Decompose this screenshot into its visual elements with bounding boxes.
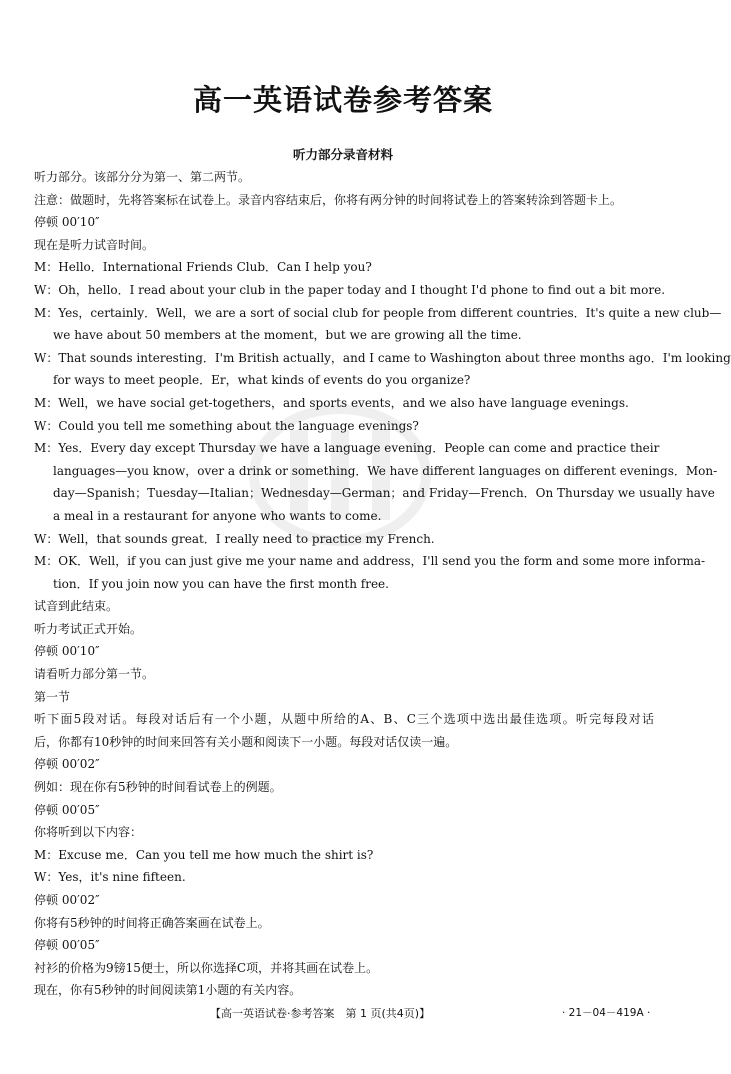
text-line: 停顿 00′02″: [34, 893, 100, 907]
text-line: we have about 50 members at the moment，but we are growing all the time.: [53, 328, 522, 343]
text-line: 现在，你有5秒钟的时间阅读第1小题的有关内容。: [34, 983, 302, 998]
text-line: 听力考试正式开始。: [34, 621, 143, 636]
text-line: W：That sounds interesting．I'm British actually，and I came to Washington about three months ago．I'm looking: [34, 350, 731, 365]
text-line: 试音到此结束。: [34, 599, 119, 614]
text-line: W：Yes，it's nine fifteen.: [34, 870, 186, 885]
text-line: 后，你都有10秒钟的时间来回答有关小题和阅读下一小题。每段对话仅读一遍。: [34, 734, 458, 749]
text-line: M：Yes，certainly．Well，we are a sort of social club for people from different countries．It's quite a new club—: [34, 305, 722, 320]
text-line: W：Oh，hello．I read about your club in the paper today and I thought I'd phone to find out a bit more.: [34, 282, 666, 297]
footer-page-label: 【高一英语试卷·参考答案 第 1 页(共4页)】: [210, 1007, 431, 1020]
document-body: [34, 166, 731, 1002]
text-line: day—Spanish；Tuesday—Italian；Wednesday—German；and Friday—French．On Thursday we usually have: [53, 486, 715, 501]
text-line: 听力部分。该部分分为第一、第二两节。: [34, 170, 251, 184]
text-line: 请看听力部分第一节。: [34, 667, 155, 682]
text-line: W：Could you tell me something about the language evenings?: [34, 418, 419, 433]
text-line: for ways to meet people．Er，what kinds of events do you organize?: [53, 373, 471, 388]
footer-document-code: · 21－04－419A ·: [562, 1007, 651, 1019]
text-line: M：Well，we have social get-togethers，and sports events，and we also have language evenings.: [34, 395, 629, 410]
text-line: a meal in a restaurant for anyone who wants to come.: [53, 508, 382, 523]
text-line: 你将有5秒钟的时间将正确答案画在试卷上。: [34, 915, 270, 930]
text-line: tion．If you join now you can have the first month free.: [53, 576, 389, 591]
text-line: 注意：做题时，先将答案标在试卷上。录音内容结束后，你将有两分钟的时间将试卷上的答案转涂到答题卡上。: [34, 192, 623, 207]
section-subtitle: 听力部分录音材料: [292, 147, 393, 162]
text-line: M：OK．Well，if you can just give me your name and address，I'll send you the form and some more informa-: [34, 554, 706, 569]
text-line: W：Well，that sounds great．I really need to practice my French.: [34, 531, 435, 546]
text-line: M：Hello．International Friends Club．Can I help you?: [34, 260, 372, 275]
text-line: M：Excuse me．Can you tell me how much the shirt is?: [34, 847, 374, 862]
text-line: 停顿 00′02″: [34, 757, 100, 772]
text-line: 你将听到以下内容：: [34, 825, 143, 840]
text-line: 现在是听力试音时间。: [34, 237, 155, 252]
text-line: 听下面5段对话。每段对话后有一个小题，从题中所给的A、B、C三个选项中选出最佳选项。听完每段对话: [34, 712, 654, 727]
text-line: 停顿 00′05″: [34, 802, 100, 817]
text-line: languages—you know，over a drink or something．We have different languages on different evenings．Mon-: [53, 463, 718, 478]
text-line: 停顿 00′10″: [34, 644, 100, 659]
text-line: 衬衫的价格为9镑15便士，所以你选择C项，并将其画在试卷上。: [34, 960, 379, 975]
text-line: 例如：现在你有5秒钟的时间看试卷上的例题。: [34, 780, 282, 795]
text-line: M：Yes．Every day except Thursday we have a language evening．People can come and practice their: [34, 441, 660, 456]
text-line: 停顿 00′05″: [34, 938, 100, 953]
text-line: 第一节: [34, 689, 71, 704]
page-title: 高一英语试卷参考答案: [192, 83, 493, 117]
text-line: 停顿 00′10″: [34, 215, 100, 230]
